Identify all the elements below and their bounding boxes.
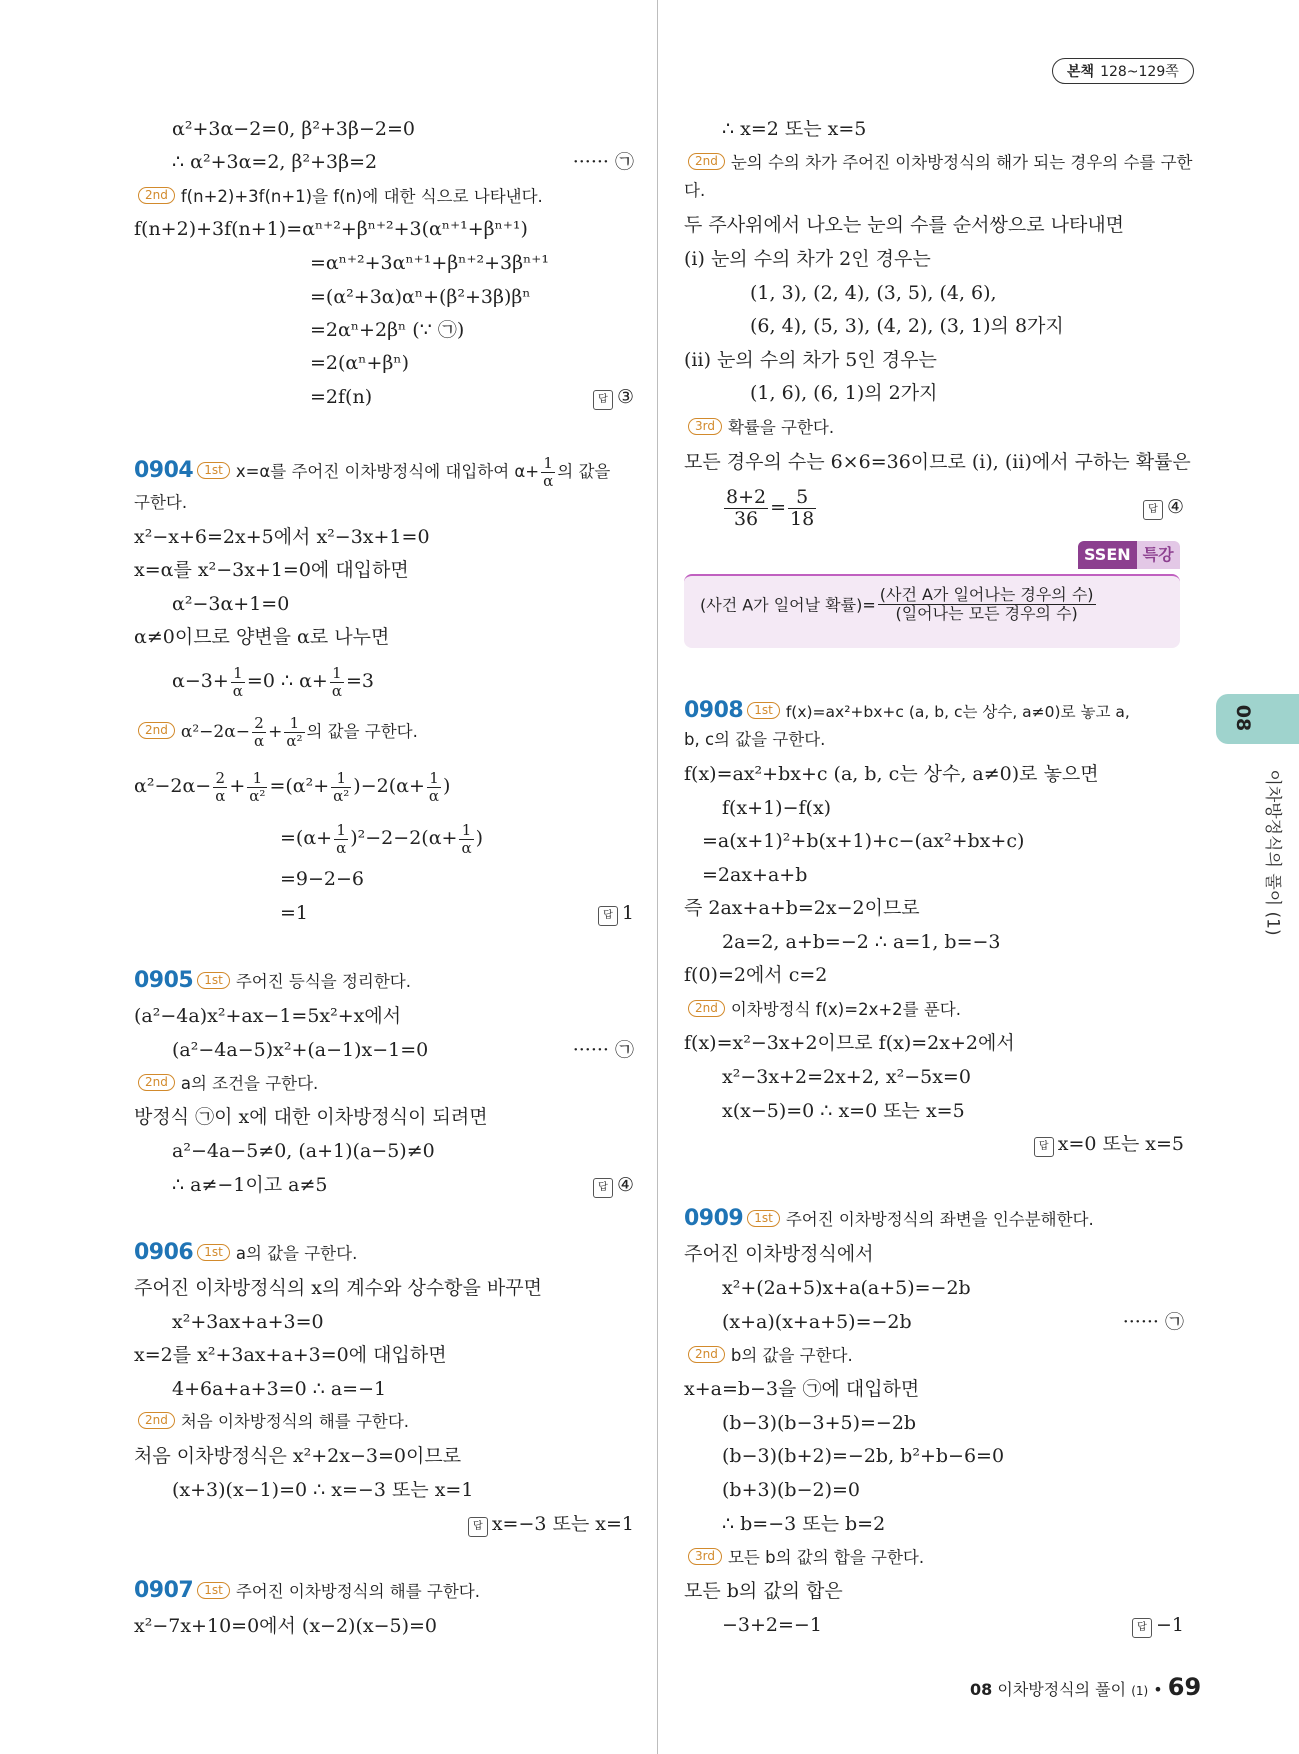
- problem-number: 0907: [134, 1578, 194, 1603]
- step-cont: 다.: [684, 181, 706, 200]
- eq-line: =1: [280, 902, 309, 924]
- answer: 답 ③: [593, 384, 634, 410]
- column-divider: [657, 0, 658, 1754]
- eq-line: 4+6a+a+3=0 ∴ a=−1: [172, 1378, 387, 1400]
- step-badge: 2nd: [688, 1346, 725, 1363]
- eq-line: x=α를 x²−3x+1=0에 대입하면: [134, 559, 409, 581]
- eq-line: x²−x+6=2x+5에서 x²−3x+1=0: [134, 526, 430, 548]
- eq-line: (1, 6), (6, 1)의 2가지: [750, 382, 938, 404]
- page-number: 69: [1167, 1673, 1202, 1701]
- eq-line: x²+(2a+5)x+a(a+5)=−2b: [722, 1277, 971, 1299]
- step-line: 2nd f(n+2)+3f(n+1)을 f(n)에 대한 식으로 나타낸다.: [134, 184, 543, 210]
- eq-line: 주어진 이차방정식의 x의 계수와 상수항을 바꾸면: [134, 1277, 542, 1299]
- answer-icon: 답: [593, 1178, 613, 1198]
- eq-tag: ······ ㉠: [572, 1039, 634, 1061]
- problem-number: 0905: [134, 968, 194, 993]
- answer-icon: 답: [593, 390, 613, 410]
- problem-0909-header: 0909 1st 주어진 이차방정식의 좌변을 인수분해한다.: [684, 1206, 1094, 1231]
- eq-line: ∴ a≠−1이고 a≠5: [172, 1174, 328, 1196]
- problem-number: 0906: [134, 1240, 194, 1265]
- eq-line: (a²−4a)x²+ax−1=5x²+x에서: [134, 1005, 402, 1027]
- eq-line: =2f(n): [310, 386, 373, 408]
- eq-line: −3+2=−1: [722, 1614, 822, 1636]
- step-badge: 1st: [197, 972, 230, 989]
- eq-line: x=2를 x²+3ax+a+3=0에 대입하면: [134, 1344, 447, 1366]
- eq-line: 모든 경우의 수는 6×6=36이므로 (ⅰ), (ⅱ)에서 구하는 확률은: [684, 451, 1191, 473]
- ssen-tip-tab: SSEN 특강: [1078, 541, 1180, 569]
- step-badge: 1st: [747, 702, 780, 719]
- eq-line: a²−4a−5≠0, (a+1)(a−5)≠0: [172, 1140, 435, 1162]
- eq-line: 2a=2, a+b=−2 ∴ a=1, b=−3: [722, 931, 1001, 953]
- step-line: 2nd 눈의 수의 차가 주어진 이차방정식의 해가 되는 경우의 수를 구한: [684, 150, 1192, 176]
- step-line: 2nd 이차방정식 f(x)=2x+2를 푼다.: [684, 997, 961, 1023]
- eq-line: =a(x+1)²+b(x+1)+c−(ax²+bx+c): [702, 830, 1025, 852]
- eq-line: f(x+1)−f(x): [722, 797, 832, 819]
- answer: 답 ④: [1143, 494, 1184, 520]
- page-range: 128~129쪽: [1100, 64, 1179, 80]
- step-badge: 1st: [197, 1244, 230, 1261]
- answer: 답 1: [598, 900, 634, 926]
- eq-line: =2(αⁿ+βⁿ): [310, 352, 410, 374]
- eq-line: α²+3α−2=0, β²+3β−2=0: [172, 118, 415, 140]
- step-line: 3rd 모든 b의 값의 합을 구한다.: [684, 1545, 924, 1571]
- eq-line: x+a=b−3을 ㉠에 대입하면: [684, 1378, 920, 1400]
- step-badge: 2nd: [138, 722, 175, 739]
- step-line: 2nd α²−2α− $\frac{2}{\alpha}$ + $\frac{1}{\text{α²}}$ 의 값을 구한다.: [134, 715, 418, 749]
- answer: 답 ④: [593, 1172, 634, 1198]
- eq-line: =2αⁿ+2βⁿ (∵ ㉠): [310, 319, 465, 341]
- eq-line: (b+3)(b−2)=0: [722, 1479, 861, 1501]
- eq-line: α²−3α+1=0: [172, 593, 290, 615]
- step-badge: 2nd: [138, 1412, 175, 1429]
- probability-result: $\frac{8+2}{36}$ = $\frac{5}{18}$: [726, 486, 815, 530]
- eq-line: =9−2−6: [280, 868, 365, 890]
- eq-line: =2ax+a+b: [702, 864, 808, 886]
- title-cont: b, c의 값을 구한다.: [684, 730, 826, 749]
- eq-tag: ······ ㉠: [572, 151, 634, 173]
- step-badge: 2nd: [688, 153, 725, 170]
- answer: 답 x=0 또는 x=5: [1034, 1131, 1184, 1157]
- answer-icon: 답: [1034, 1137, 1054, 1157]
- chapter-side-tab[interactable]: [1216, 694, 1299, 744]
- eq-line: x(x−5)=0 ∴ x=0 또는 x=5: [722, 1100, 965, 1122]
- fraction: $\frac{1}{\alpha}$: [543, 454, 554, 490]
- eq-line: α²−2α− $\frac{2}{\alpha}$ + $\frac{1}{\text{α²}}$ =(α²+ $\frac{1}{\text{α²}}$ )−2(α+ $\frac{1}{\alpha}$ ): [134, 769, 451, 805]
- eq-line: (ⅱ) 눈의 수의 차가 5인 경우는: [684, 349, 937, 371]
- page-reference-badge: [1052, 58, 1194, 84]
- step-badge: 3rd: [688, 418, 722, 435]
- eq-line: ∴ α²+3α=2, β²+3β=2: [172, 151, 378, 173]
- side-tab-title: 이차방정식의 풀이 (1): [1262, 769, 1283, 936]
- ssen-formula: (사건 A가 일어날 확률)= $\frac{\text{(사건 A가 일어나는 경우의 수)}}{\text{(일어나는 모든 경우의 수)}}$: [700, 585, 1094, 623]
- step-line: 2nd 처음 이차방정식의 해를 구한다.: [134, 1409, 409, 1435]
- eq-line: (x+a)(x+a+5)=−2b: [722, 1311, 912, 1333]
- eq-line: =(α²+3α)αⁿ+(β²+3β)βⁿ: [310, 286, 531, 308]
- step-badge: 1st: [747, 1210, 780, 1227]
- eq-line: =(α+ $\frac{1}{\alpha}$ )²−2−2(α+ $\frac{1}{\alpha}$ ): [280, 821, 484, 857]
- side-tab-number: 08: [1232, 704, 1255, 732]
- eq-line: α≠0이므로 양변을 α로 나누면: [134, 626, 390, 648]
- eq-line: (6, 4), (5, 3), (4, 2), (3, 1)의 8가지: [750, 315, 1064, 337]
- eq-line: f(n+2)+3f(n+1)=αⁿ⁺²+βⁿ⁺²+3(αⁿ⁺¹+βⁿ⁺¹): [134, 218, 528, 240]
- answer: 답 −1: [1132, 1612, 1184, 1638]
- eq-line: (a²−4a−5)x²+(a−1)x−1=0: [172, 1039, 429, 1061]
- answer-icon: 답: [598, 906, 618, 926]
- eq-line: (ⅰ) 눈의 수의 차가 2인 경우는: [684, 248, 931, 270]
- problem-0907-header: 0907 1st 주어진 이차방정식의 해를 구한다.: [134, 1578, 480, 1603]
- answer-icon: 답: [1132, 1618, 1152, 1638]
- eq-line: 방정식 ㉠이 x에 대한 이차방정식이 되려면: [134, 1106, 488, 1128]
- eq-line: f(x)=ax²+bx+c (a, b, c는 상수, a≠0)로 놓으면: [684, 763, 1099, 785]
- eq-line: 처음 이차방정식은 x²+2x−3=0이므로: [134, 1445, 462, 1467]
- eq-line: f(x)=x²−3x+2이므로 f(x)=2x+2에서: [684, 1032, 1015, 1054]
- footer-chapter: 08: [970, 1680, 993, 1699]
- eq-line: f(0)=2에서 c=2: [684, 964, 828, 986]
- eq-line: 즉 2ax+a+b=2x−2이므로: [684, 897, 920, 919]
- step-line: 3rd 확률을 구한다.: [684, 415, 834, 441]
- eq-line: (b−3)(b+2)=−2b, b²+b−6=0: [722, 1445, 1005, 1467]
- problem-number: 0904: [134, 458, 194, 483]
- step-badge: 3rd: [688, 1548, 722, 1565]
- footer-part: (1): [1131, 1684, 1149, 1698]
- problem-number: 0908: [684, 698, 744, 723]
- eq-line: ∴ x=2 또는 x=5: [722, 118, 867, 140]
- eq-tag: ······ ㉠: [1122, 1311, 1184, 1333]
- answer: 답 x=−3 또는 x=1: [468, 1511, 634, 1537]
- eq-line: (1, 3), (2, 4), (3, 5), (4, 6),: [750, 282, 997, 304]
- page-footer: 08 이차방정식의 풀이 (1) • 69: [970, 1673, 1202, 1701]
- footer-title: 이차방정식의 풀이: [997, 1680, 1127, 1699]
- book-label: 본책: [1067, 64, 1095, 80]
- step-line: 2nd a의 조건을 구한다.: [134, 1071, 318, 1097]
- answer-icon: 답: [468, 1517, 488, 1537]
- eq-line: (x+3)(x−1)=0 ∴ x=−3 또는 x=1: [172, 1479, 474, 1501]
- step-badge: 2nd: [138, 1074, 175, 1091]
- problem-0904-header: 0904 1st x=α를 주어진 이차방정식에 대입하여 α+ $\frac{1}{\alpha}$ 의 값을: [134, 454, 611, 490]
- eq-line: x²−3x+2=2x+2, x²−5x=0: [722, 1066, 971, 1088]
- eq-line: 두 주사위에서 나오는 눈의 수를 순서쌍으로 나타내면: [684, 214, 1125, 236]
- problem-number: 0909: [684, 1206, 744, 1231]
- problem-0906-header: 0906 1st a의 값을 구한다.: [134, 1240, 358, 1265]
- step-badge: 1st: [197, 1582, 230, 1599]
- step-badge: 2nd: [688, 1000, 725, 1017]
- step-badge: 1st: [197, 462, 230, 479]
- answer-icon: 답: [1143, 500, 1163, 520]
- eq-line: x²+3ax+a+3=0: [172, 1311, 324, 1333]
- eq-line: 주어진 이차방정식에서: [684, 1243, 874, 1265]
- title-cont: 구한다.: [134, 493, 188, 512]
- eq-line: (b−3)(b−3+5)=−2b: [722, 1412, 917, 1434]
- step-badge: 2nd: [138, 187, 175, 204]
- eq-line: x²−7x+10=0에서 (x−2)(x−5)=0: [134, 1615, 438, 1637]
- step-line: 2nd b의 값을 구한다.: [684, 1343, 853, 1369]
- eq-line: ∴ b=−3 또는 b=2: [722, 1513, 886, 1535]
- problem-0905-header: 0905 1st 주어진 등식을 정리한다.: [134, 968, 411, 993]
- problem-0908-header: 0908 1st f(x)=ax²+bx+c (a, b, c는 상수, a≠0)로 놓고 a,: [684, 698, 1130, 723]
- eq-line: α−3+ $\frac{1}{\alpha}$ =0 ∴ α+ $\frac{1}{\alpha}$ =3: [172, 664, 374, 700]
- eq-line: =αⁿ⁺²+3αⁿ⁺¹+βⁿ⁺²+3βⁿ⁺¹: [310, 252, 549, 274]
- eq-line: 모든 b의 값의 합은: [684, 1580, 843, 1602]
